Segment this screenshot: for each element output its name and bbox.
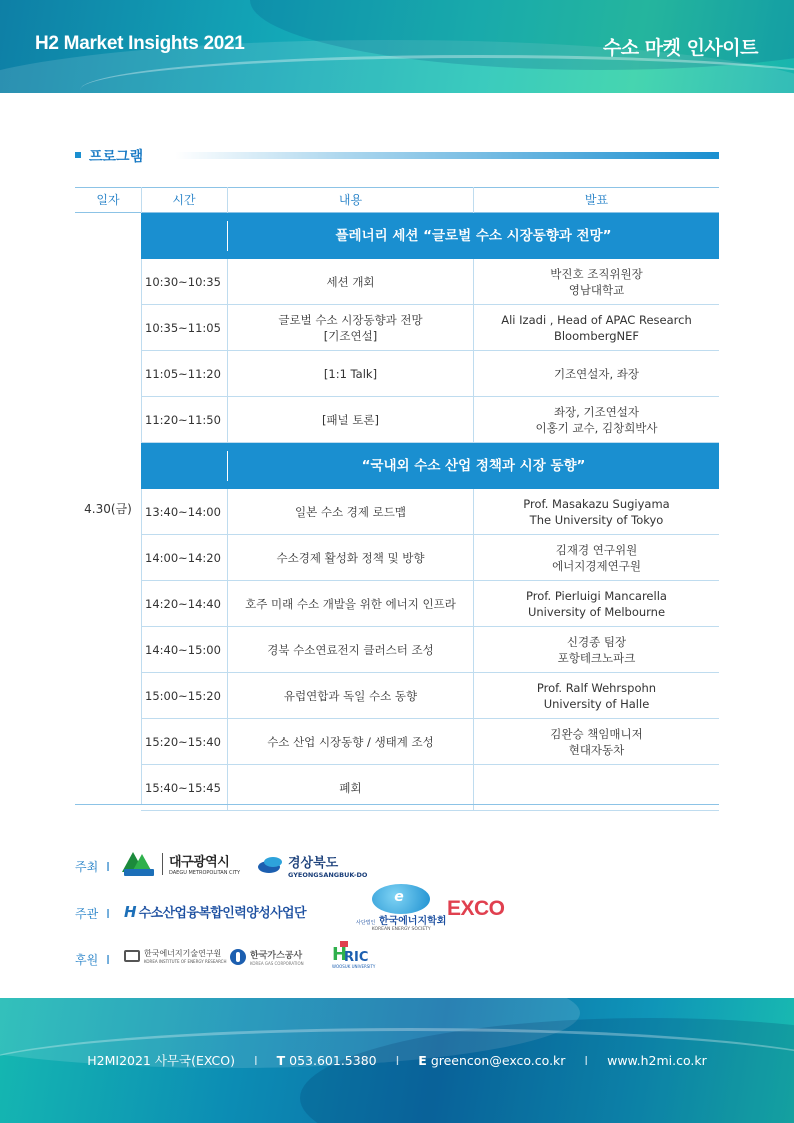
section-heading — [75, 146, 719, 166]
content-line: [기조연설] — [323, 328, 378, 343]
speaker-line: 에너지경제연구원 — [552, 558, 641, 573]
table-row — [141, 673, 719, 719]
speaker-line: 포항테크노파크 — [557, 650, 636, 665]
speaker-line: 기조연설자, 좌장 — [553, 366, 640, 381]
kes-name: 사단법인 한국에너지학회 — [356, 916, 447, 927]
speaker-cell — [474, 259, 719, 304]
speaker-cell — [474, 305, 719, 350]
speaker-line: 박진호 조직위원장 — [550, 266, 643, 281]
content-cell — [228, 627, 473, 672]
kes-logo — [356, 884, 446, 932]
footer-website-link[interactable]: www.h2mi.co.kr — [607, 1053, 707, 1068]
table-bottom-border — [75, 804, 719, 805]
gyeongbuk-logo — [258, 852, 367, 879]
speaker-line: 현대자동차 — [568, 742, 625, 757]
column-header-speaker: 발표 — [584, 193, 609, 207]
header-title-en: H2 Market Insights 2021 — [35, 33, 245, 54]
daegu-logo — [122, 851, 240, 876]
content-line: 세션 개회 — [326, 274, 375, 289]
content-cell — [228, 351, 473, 396]
content-line: [패널 토론] — [321, 412, 380, 427]
footer-banner — [0, 998, 794, 1123]
ric-wordmark: RIC — [344, 950, 369, 965]
content-cell — [228, 305, 473, 350]
speaker-line: University of Halle — [543, 696, 650, 711]
header-title-ko: 수소 마켓 인사이트 — [602, 37, 758, 59]
content-cell — [228, 489, 473, 534]
gyeongbuk-name: 경상북도 — [288, 856, 339, 871]
content-line: [1:1 Talk] — [323, 366, 378, 381]
speaker-line: The University of Tokyo — [529, 512, 664, 527]
speaker-cell — [474, 489, 719, 534]
speaker-line: Prof. Masakazu Sugiyama — [523, 496, 670, 511]
table-row — [141, 719, 719, 765]
table-row — [141, 627, 719, 673]
kier-logo — [124, 948, 226, 964]
time-cell: 14:20~14:40 — [145, 596, 221, 611]
daegu-name: 대구광역시 — [169, 855, 230, 870]
column-header-content: 내용 — [338, 193, 363, 207]
time-cell: 15:00~15:20 — [145, 688, 221, 703]
column-header-time: 시간 — [172, 193, 196, 207]
footer-email[interactable]: greencon@exco.co.kr — [430, 1053, 566, 1068]
square-bullet-icon — [75, 152, 81, 158]
kogas-name-en: KOREA GAS CORPORATION — [250, 961, 304, 966]
gyeongbuk-name-en: GYEONGSANGBUK-DO — [288, 871, 368, 879]
column-divider — [473, 187, 474, 213]
speaker-cell — [474, 351, 719, 396]
footer-wave — [0, 1028, 794, 1118]
speaker-line: Prof. Ralf Wehrspohn — [536, 680, 657, 695]
speaker-line: BloombergNEF — [553, 328, 640, 343]
content-cell — [228, 397, 473, 442]
kogas-name: 한국가스공사 — [250, 951, 303, 961]
kogas-logo — [230, 948, 304, 966]
speaker-line: 좌장, 기조연설자 — [553, 404, 640, 419]
session-header — [141, 443, 719, 489]
time-cell: 15:40~15:45 — [145, 780, 221, 795]
footer-contact: H2MI2021 사무국(EXCO) I T 053.601.5380 I E greencon@exco.co.kr I www.h2mi.co.kr — [87, 1053, 707, 1068]
organizer-label: 주관 I — [75, 907, 110, 921]
time-cell: 10:35~11:05 — [145, 320, 221, 335]
content-line: 폐회 — [339, 780, 362, 795]
table-row — [141, 535, 719, 581]
content-line: 수소경제 활성화 정책 및 방향 — [276, 550, 425, 565]
h2-program-logo — [124, 902, 306, 921]
daegu-name-en: DAEGU METROPOLITAN CITY — [169, 870, 241, 876]
speaker-line: Prof. Pierluigi Mancarella — [526, 588, 667, 603]
content-line: 호주 미래 수소 개발을 위한 에너지 인프라 — [245, 596, 456, 611]
table-row — [141, 351, 719, 397]
host-label: 주최 I — [75, 860, 110, 874]
speaker-line: 신경종 팀장 — [566, 634, 627, 649]
h2-program-mark-icon: H — [124, 902, 137, 921]
time-cell: 11:20~11:50 — [145, 412, 221, 427]
speaker-cell — [474, 673, 719, 718]
time-cell: 13:40~14:00 — [145, 504, 221, 519]
table-header — [75, 187, 719, 213]
kier-name-en: KOREA INSTITUTE OF ENERGY RESEARCH — [144, 959, 227, 964]
content-line: 유럽연합과 독일 수소 동향 — [283, 688, 418, 703]
column-divider — [227, 187, 228, 213]
session-title: “국내외 수소 산업 정책과 시장 동향” — [361, 458, 586, 474]
speaker-cell — [474, 581, 719, 626]
column-header-date: 일자 — [96, 193, 120, 207]
table-row — [141, 305, 719, 351]
session-header — [141, 213, 719, 259]
speaker-line: 김완승 책임매니저 — [550, 726, 643, 741]
kes-globe-icon: e — [372, 884, 430, 914]
kogas-flame-icon — [230, 949, 246, 965]
table-row — [141, 581, 719, 627]
date-cell: 4.30(금) — [84, 502, 132, 516]
daegu-mountain-icon — [122, 852, 156, 876]
ric-emblem-icon: H RIC WOOSUK UNIVERSITY — [332, 944, 380, 970]
content-cell — [228, 719, 473, 764]
speaker-cell — [474, 535, 719, 580]
content-line: 글로벌 수소 시장동향과 전망 — [278, 312, 423, 327]
speaker-line: 이홍기 교수, 김창희박사 — [535, 420, 658, 435]
time-cell: 14:00~14:20 — [145, 550, 221, 565]
speaker-cell — [474, 627, 719, 672]
content-cell — [228, 581, 473, 626]
exco-logo — [447, 897, 505, 921]
ric-logo — [332, 944, 380, 970]
time-cell: 11:05~11:20 — [145, 366, 221, 381]
content-cell — [228, 673, 473, 718]
section-title: 프로그램 — [89, 149, 144, 165]
section-gradient-bar — [175, 152, 719, 159]
speaker-cell — [474, 719, 719, 764]
speaker-line: University of Melbourne — [527, 604, 666, 619]
ric-university: WOOSUK UNIVERSITY — [332, 964, 376, 969]
speaker-line: Ali Izadi , Head of APAC Research — [501, 312, 692, 327]
h2-program-name: 수소산업융복합인력양성사업단 — [138, 906, 306, 921]
time-cell: 10:30~10:35 — [145, 274, 221, 289]
content-cell — [228, 259, 473, 304]
table-row — [141, 489, 719, 535]
speaker-line: 김재경 연구위원 — [555, 542, 638, 557]
sponsor-label: 후원 I — [75, 953, 110, 967]
footer-office: H2MI2021 사무국(EXCO) — [87, 1053, 235, 1068]
speaker-cell — [474, 397, 719, 442]
time-cell: 14:40~15:00 — [145, 642, 221, 657]
gyeongbuk-emblem-icon — [258, 857, 284, 875]
header-banner — [0, 0, 794, 93]
content-line: 일본 수소 경제 로드맵 — [295, 504, 406, 519]
table-row — [141, 397, 719, 443]
exco-wordmark: EXCO — [447, 897, 505, 920]
kes-name-en: KOREAN ENERGY SOCIETY — [371, 927, 431, 932]
content-line: 경북 수소연료전지 클러스터 조성 — [267, 642, 434, 657]
time-cell: 15:20~15:40 — [145, 734, 221, 749]
footer-phone[interactable]: 053.601.5380 — [289, 1053, 377, 1068]
table-row — [141, 259, 719, 305]
content-line: 수소 산업 시장동향 / 생태계 조성 — [267, 734, 434, 749]
kier-name: 한국에너지기술연구원 — [144, 949, 222, 958]
session-title: 플레너리 세션 “글로벌 수소 시장동향과 전망” — [335, 228, 612, 244]
content-cell — [228, 535, 473, 580]
kier-emblem-icon — [124, 950, 140, 962]
speaker-line: 영남대학교 — [568, 282, 625, 297]
